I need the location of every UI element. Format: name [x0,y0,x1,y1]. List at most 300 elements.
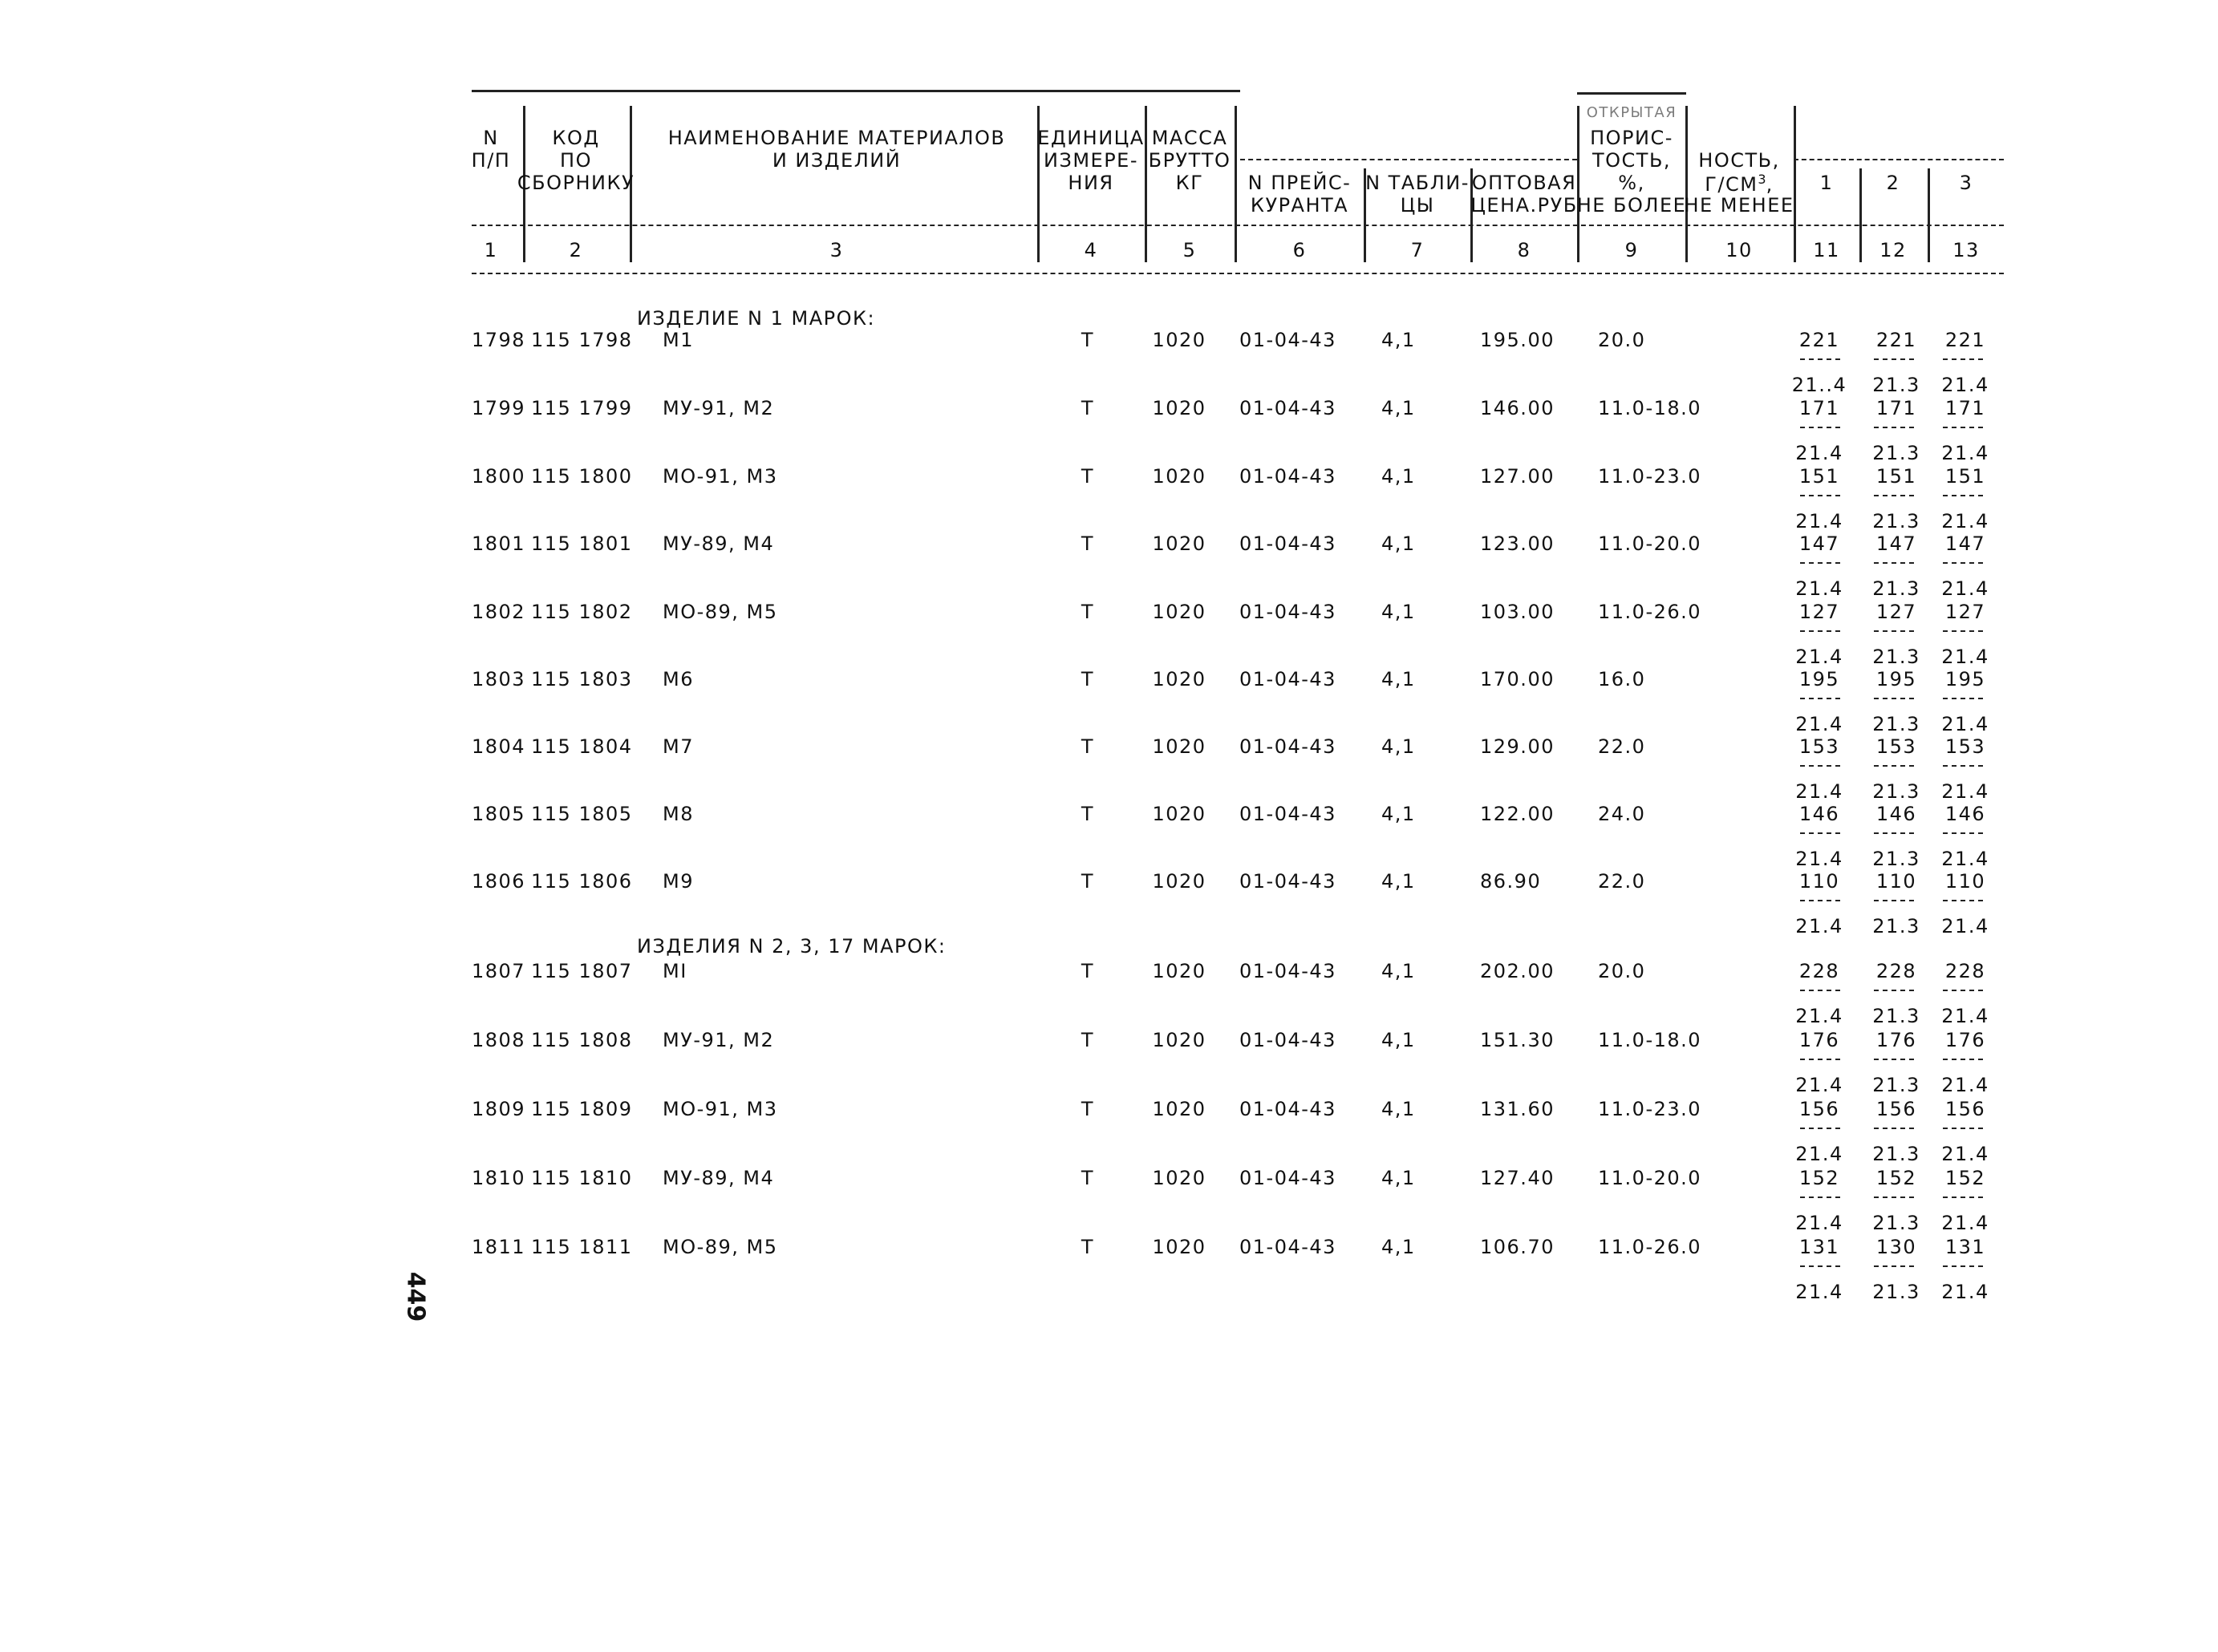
cell-price: 127.40 [1480,1167,1555,1189]
cell-n: 1808 [472,1029,526,1051]
cell-porosity: 11.0-20.0 [1598,532,1702,555]
cell-price: 131.60 [1480,1098,1555,1120]
cell-n: 1810 [472,1167,526,1189]
fraction-line [1800,358,1840,360]
cell-f11: 21.4 [1795,442,1843,464]
cell-unit: Т [1081,1029,1095,1051]
cell-f12: 21.3 [1872,1281,1920,1303]
cell-c13: 146 [1944,803,1986,825]
fraction-line [1800,495,1840,496]
cell-name: МУ-91, М2 [663,397,775,419]
fraction-line [1800,1128,1840,1129]
cell-n: 1811 [472,1236,526,1258]
cell-price_list: 01-04-43 [1239,1029,1336,1051]
cell-n: 1807 [472,960,526,982]
header-col4-line1: ЕДИНИЦА [1037,127,1145,149]
column-number: 11 [1813,239,1840,261]
cell-porosity: 24.0 [1598,803,1646,825]
header-col13: 3 [1959,172,1973,194]
cell-mass: 1020 [1152,397,1206,419]
cell-f12: 21.3 [1872,713,1920,735]
cell-c12: 153 [1875,735,1917,758]
header-col9-line1: ОТКРЫТАЯ [1586,104,1677,121]
column-number: 10 [1725,239,1753,261]
cell-code: 115 1805 [531,803,633,825]
cell-n: 1799 [472,397,526,419]
cell-code: 115 1808 [531,1029,633,1051]
cell-n: 1798 [472,329,526,351]
cell-c12: 221 [1875,329,1917,351]
cell-f13: 21.4 [1941,848,1989,870]
cell-name: МО-89, М5 [663,601,778,623]
column-number: 3 [829,239,844,261]
fraction-line [1874,900,1914,901]
column-number: 7 [1410,239,1425,261]
cell-n: 1802 [472,601,526,623]
cell-table: 4,1 [1381,1098,1416,1120]
cell-c12: 195 [1875,668,1917,690]
fraction-line [1943,1265,1983,1267]
cell-f11: 21..4 [1791,374,1847,396]
cell-porosity: 11.0-18.0 [1598,397,1702,419]
cell-c11: 156 [1798,1098,1840,1120]
cell-price: 151.30 [1480,1029,1555,1051]
cell-f12: 21.3 [1872,1074,1920,1096]
cell-price: 123.00 [1480,532,1555,555]
fraction-line [1943,630,1983,632]
cell-code: 115 1810 [531,1167,633,1189]
cell-code: 115 1800 [531,465,633,488]
header-col2-line3: СБОРНИКУ [517,172,635,194]
cell-c11: 146 [1798,803,1840,825]
cell-f11: 21.4 [1795,1281,1843,1303]
cell-mass: 1020 [1152,1167,1206,1189]
density-unit-comma: , [1766,173,1774,196]
fraction-line [1800,990,1840,991]
cell-price: 146.00 [1480,397,1555,419]
cell-f12: 21.3 [1872,848,1920,870]
header-col10-line2 [1705,173,1774,194]
col-sep [1145,106,1147,262]
cell-n: 1801 [472,532,526,555]
cell-c13: 153 [1944,735,1986,758]
cell-price_list: 01-04-43 [1239,532,1336,555]
cell-code: 115 1807 [531,960,633,982]
header-mid-rule-a [1240,159,1577,160]
header-col6-line1: N ПРЕЙС- [1247,172,1352,194]
fraction-line [1943,427,1983,428]
cell-f11: 21.4 [1795,1074,1843,1096]
fraction-line [1874,1128,1914,1129]
cell-c13: 152 [1944,1167,1986,1189]
cell-c12: 228 [1875,960,1917,982]
cell-c12: 156 [1875,1098,1917,1120]
cell-porosity: 22.0 [1598,870,1646,893]
header-col2-line1: КОД [552,127,600,149]
cell-code: 115 1801 [531,532,633,555]
cell-table: 4,1 [1381,465,1416,488]
header-col7-line1: N ТАБЛИ- [1365,172,1470,194]
cell-porosity: 11.0-23.0 [1598,1098,1702,1120]
fraction-line [1800,1196,1840,1198]
cell-price_list: 01-04-43 [1239,601,1336,623]
cell-f12: 21.3 [1872,374,1920,396]
fraction-line [1800,698,1840,699]
fraction-line [1800,630,1840,632]
density-unit-exponent: 3 [1758,172,1766,187]
cell-price: 195.00 [1480,329,1555,351]
cell-unit: Т [1081,1167,1095,1189]
cell-f13: 21.4 [1941,1005,1989,1027]
cell-c13: 176 [1944,1029,1986,1051]
col-sep [1794,106,1796,262]
fraction-line [1874,630,1914,632]
column-number: 12 [1879,239,1907,261]
cell-unit: Т [1081,803,1095,825]
top-rule-porosity [1577,92,1686,95]
fraction-line [1800,1059,1840,1060]
cell-c13: 228 [1944,960,1986,982]
cell-c12: 130 [1875,1236,1917,1258]
cell-price_list: 01-04-43 [1239,960,1336,982]
cell-unit: Т [1081,668,1095,690]
col-sep [1685,106,1688,262]
cell-mass: 1020 [1152,465,1206,488]
cell-c13: 171 [1944,397,1986,419]
cell-c11: 176 [1798,1029,1840,1051]
cell-f11: 21.4 [1795,780,1843,803]
cell-unit: Т [1081,532,1095,555]
header-col9-line2: ПОРИС- [1590,127,1673,149]
cell-c11: 221 [1798,329,1840,351]
cell-c13: 151 [1944,465,1986,488]
cell-porosity: 11.0-26.0 [1598,601,1702,623]
cell-c13: 221 [1944,329,1986,351]
cell-c12: 127 [1875,601,1917,623]
fraction-line [1943,562,1983,564]
cell-code: 115 1799 [531,397,633,419]
header-mid-rule-b [1794,159,2004,160]
cell-f12: 21.3 [1872,915,1920,937]
cell-f13: 21.4 [1941,1281,1989,1303]
cell-f11: 21.4 [1795,1212,1843,1234]
cell-name: МО-91, М3 [663,465,778,488]
cell-table: 4,1 [1381,1029,1416,1051]
cell-price: 127.00 [1480,465,1555,488]
cell-price_list: 01-04-43 [1239,668,1336,690]
cell-c11: 151 [1798,465,1840,488]
cell-porosity: 20.0 [1598,960,1646,982]
fraction-line [1874,495,1914,496]
header-col9-line4: %, [1618,172,1645,194]
cell-code: 115 1804 [531,735,633,758]
cell-table: 4,1 [1381,735,1416,758]
cell-c11: 147 [1798,532,1840,555]
column-number: 8 [1517,239,1531,261]
cell-price: 122.00 [1480,803,1555,825]
cell-price_list: 01-04-43 [1239,803,1336,825]
cell-c13: 131 [1944,1236,1986,1258]
cell-f13: 21.4 [1941,442,1989,464]
cell-mass: 1020 [1152,329,1206,351]
header-col10-line1: НОСТЬ, [1698,149,1780,172]
cell-code: 115 1806 [531,870,633,893]
cell-name: МО-89, М5 [663,1236,778,1258]
cell-f13: 21.4 [1941,1074,1989,1096]
cell-price: 202.00 [1480,960,1555,982]
cell-f13: 21.4 [1941,780,1989,803]
cell-f13: 21.4 [1941,713,1989,735]
cell-f11: 21.4 [1795,510,1843,532]
cell-porosity: 11.0-23.0 [1598,465,1702,488]
cell-price_list: 01-04-43 [1239,1098,1336,1120]
header-col3-line2: И ИЗДЕЛИЙ [772,149,902,172]
header-col5-line3: КГ [1175,172,1204,194]
cell-c12: 147 [1875,532,1917,555]
column-number: 6 [1292,239,1307,261]
fraction-line [1800,832,1840,834]
fraction-line [1943,1059,1983,1060]
top-rule-left [472,90,1240,92]
cell-c12: 146 [1875,803,1917,825]
fraction-line [1943,698,1983,699]
cell-table: 4,1 [1381,397,1416,419]
header-col6-line2: КУРАНТА [1250,194,1349,217]
cell-f13: 21.4 [1941,1143,1989,1165]
cell-code: 115 1811 [531,1236,633,1258]
header-col1-line2: П/П [471,149,511,172]
cell-price: 106.70 [1480,1236,1555,1258]
cell-c11: 131 [1798,1236,1840,1258]
header-col5-line1: МАССА [1151,127,1228,149]
cell-mass: 1020 [1152,1098,1206,1120]
fraction-line [1874,358,1914,360]
cell-unit: Т [1081,397,1095,419]
cell-name: М8 [663,803,694,825]
header-col4-line2: ИЗМЕРЕ- [1043,149,1139,172]
fraction-line [1874,562,1914,564]
cell-c11: 171 [1798,397,1840,419]
cell-porosity: 11.0-18.0 [1598,1029,1702,1051]
cell-table: 4,1 [1381,1167,1416,1189]
cell-price: 103.00 [1480,601,1555,623]
cell-f11: 21.4 [1795,713,1843,735]
cell-c12: 110 [1875,870,1917,893]
column-number: 9 [1624,239,1639,261]
cell-unit: Т [1081,870,1095,893]
cell-c11: 228 [1798,960,1840,982]
header-col8-line1: ОПТОВАЯ [1471,172,1577,194]
cell-f11: 21.4 [1795,915,1843,937]
cell-c13: 156 [1944,1098,1986,1120]
fraction-line [1874,427,1914,428]
cell-c13: 127 [1944,601,1986,623]
cell-f12: 21.3 [1872,442,1920,464]
cell-price: 86.90 [1480,870,1542,893]
cell-table: 4,1 [1381,803,1416,825]
cell-f13: 21.4 [1941,577,1989,600]
header-col12: 2 [1886,172,1900,194]
column-number: 5 [1182,239,1197,261]
fraction-line [1943,1128,1983,1129]
cell-porosity: 22.0 [1598,735,1646,758]
cell-mass: 1020 [1152,960,1206,982]
cell-f12: 21.3 [1872,1212,1920,1234]
fraction-line [1874,1196,1914,1198]
cell-table: 4,1 [1381,1236,1416,1258]
cell-name: МI [663,960,687,982]
col-sep [1235,106,1237,262]
fraction-line [1874,698,1914,699]
fraction-line [1874,990,1914,991]
cell-f13: 21.4 [1941,915,1989,937]
header-col9-line5: НЕ БОЛЕЕ [1576,194,1687,217]
cell-f11: 21.4 [1795,848,1843,870]
cell-f13: 21.4 [1941,374,1989,396]
cell-f11: 21.4 [1795,646,1843,668]
cell-price: 170.00 [1480,668,1555,690]
col-sep [1577,106,1579,262]
cell-c11: 127 [1798,601,1840,623]
cell-price_list: 01-04-43 [1239,397,1336,419]
fraction-line [1800,1265,1840,1267]
fraction-line [1943,990,1983,991]
cell-name: М7 [663,735,694,758]
cell-code: 115 1803 [531,668,633,690]
cell-mass: 1020 [1152,601,1206,623]
cell-f11: 21.4 [1795,577,1843,600]
cell-unit: Т [1081,1236,1095,1258]
cell-n: 1800 [472,465,526,488]
cell-name: МУ-89, М4 [663,1167,775,1189]
cell-c13: 110 [1944,870,1986,893]
cell-mass: 1020 [1152,668,1206,690]
col-sep [1928,168,1930,262]
header-col2-line2: ПО [560,149,592,172]
fraction-line [1800,427,1840,428]
cell-price_list: 01-04-43 [1239,329,1336,351]
cell-mass: 1020 [1152,803,1206,825]
group-title: ИЗДЕЛИЯ N 2, 3, 17 МАРОК: [637,935,947,958]
header-col7-line2: ЦЫ [1400,194,1435,217]
cell-n: 1804 [472,735,526,758]
header-col10-line3: НЕ МЕНЕЕ [1684,194,1794,217]
cell-name: МУ-89, М4 [663,532,775,555]
header-col4-line3: НИЯ [1068,172,1114,194]
cell-n: 1809 [472,1098,526,1120]
cell-mass: 1020 [1152,1236,1206,1258]
cell-f12: 21.3 [1872,646,1920,668]
cell-table: 4,1 [1381,601,1416,623]
cell-table: 4,1 [1381,532,1416,555]
cell-c12: 171 [1875,397,1917,419]
fraction-line [1800,765,1840,767]
fraction-line [1943,1196,1983,1198]
header-col9-line3: ТОСТЬ, [1592,149,1672,172]
column-number: 2 [569,239,583,261]
fraction-line [1943,832,1983,834]
cell-c12: 176 [1875,1029,1917,1051]
cell-n: 1806 [472,870,526,893]
fraction-line [1874,1265,1914,1267]
cell-c11: 152 [1798,1167,1840,1189]
cell-f12: 21.3 [1872,1143,1920,1165]
cell-mass: 1020 [1152,735,1206,758]
cell-code: 115 1809 [531,1098,633,1120]
cell-price_list: 01-04-43 [1239,735,1336,758]
cell-name: МО-91, М3 [663,1098,778,1120]
fraction-line [1943,495,1983,496]
cell-c12: 152 [1875,1167,1917,1189]
cell-price: 129.00 [1480,735,1555,758]
cell-price_list: 01-04-43 [1239,870,1336,893]
cell-name: МУ-91, М2 [663,1029,775,1051]
fraction-line [1943,900,1983,901]
column-number-rule [472,273,2004,274]
cell-c12: 151 [1875,465,1917,488]
cell-price_list: 01-04-43 [1239,1236,1336,1258]
cell-f13: 21.4 [1941,1212,1989,1234]
cell-table: 4,1 [1381,870,1416,893]
column-number: 1 [484,239,498,261]
cell-mass: 1020 [1152,532,1206,555]
cell-c11: 110 [1798,870,1840,893]
cell-c11: 153 [1798,735,1840,758]
header-col11: 1 [1819,172,1834,194]
header-col3-line1: НАИМЕНОВАНИЕ МАТЕРИАЛОВ [667,127,1006,149]
cell-unit: Т [1081,1098,1095,1120]
cell-code: 115 1802 [531,601,633,623]
cell-table: 4,1 [1381,960,1416,982]
header-sep-rule [472,225,2004,226]
cell-unit: Т [1081,601,1095,623]
cell-name: М9 [663,870,694,893]
page-number: 449 [401,1271,430,1322]
cell-c11: 195 [1798,668,1840,690]
cell-f11: 21.4 [1795,1005,1843,1027]
cell-name: М6 [663,668,694,690]
cell-c13: 195 [1944,668,1986,690]
fraction-line [1874,1059,1914,1060]
cell-code: 115 1798 [531,329,633,351]
cell-c13: 147 [1944,532,1986,555]
cell-f13: 21.4 [1941,510,1989,532]
cell-price_list: 01-04-43 [1239,1167,1336,1189]
cell-mass: 1020 [1152,870,1206,893]
cell-table: 4,1 [1381,668,1416,690]
column-number: 13 [1952,239,1980,261]
cell-f11: 21.4 [1795,1143,1843,1165]
cell-porosity: 11.0-26.0 [1598,1236,1702,1258]
header-col5-line2: БРУТТО [1148,149,1231,172]
cell-f12: 21.3 [1872,510,1920,532]
cell-mass: 1020 [1152,1029,1206,1051]
cell-n: 1805 [472,803,526,825]
cell-unit: Т [1081,960,1095,982]
fraction-line [1800,562,1840,564]
cell-price_list: 01-04-43 [1239,465,1336,488]
cell-f12: 21.3 [1872,1005,1920,1027]
header-col8-line2: ЦЕНА.РУБ [1470,194,1578,217]
col-sep [1859,168,1862,262]
fraction-line [1943,765,1983,767]
cell-unit: Т [1081,735,1095,758]
cell-f13: 21.4 [1941,646,1989,668]
fraction-line [1874,832,1914,834]
cell-porosity: 11.0-20.0 [1598,1167,1702,1189]
cell-f12: 21.3 [1872,577,1920,600]
header-col1-line1: N [483,127,499,149]
